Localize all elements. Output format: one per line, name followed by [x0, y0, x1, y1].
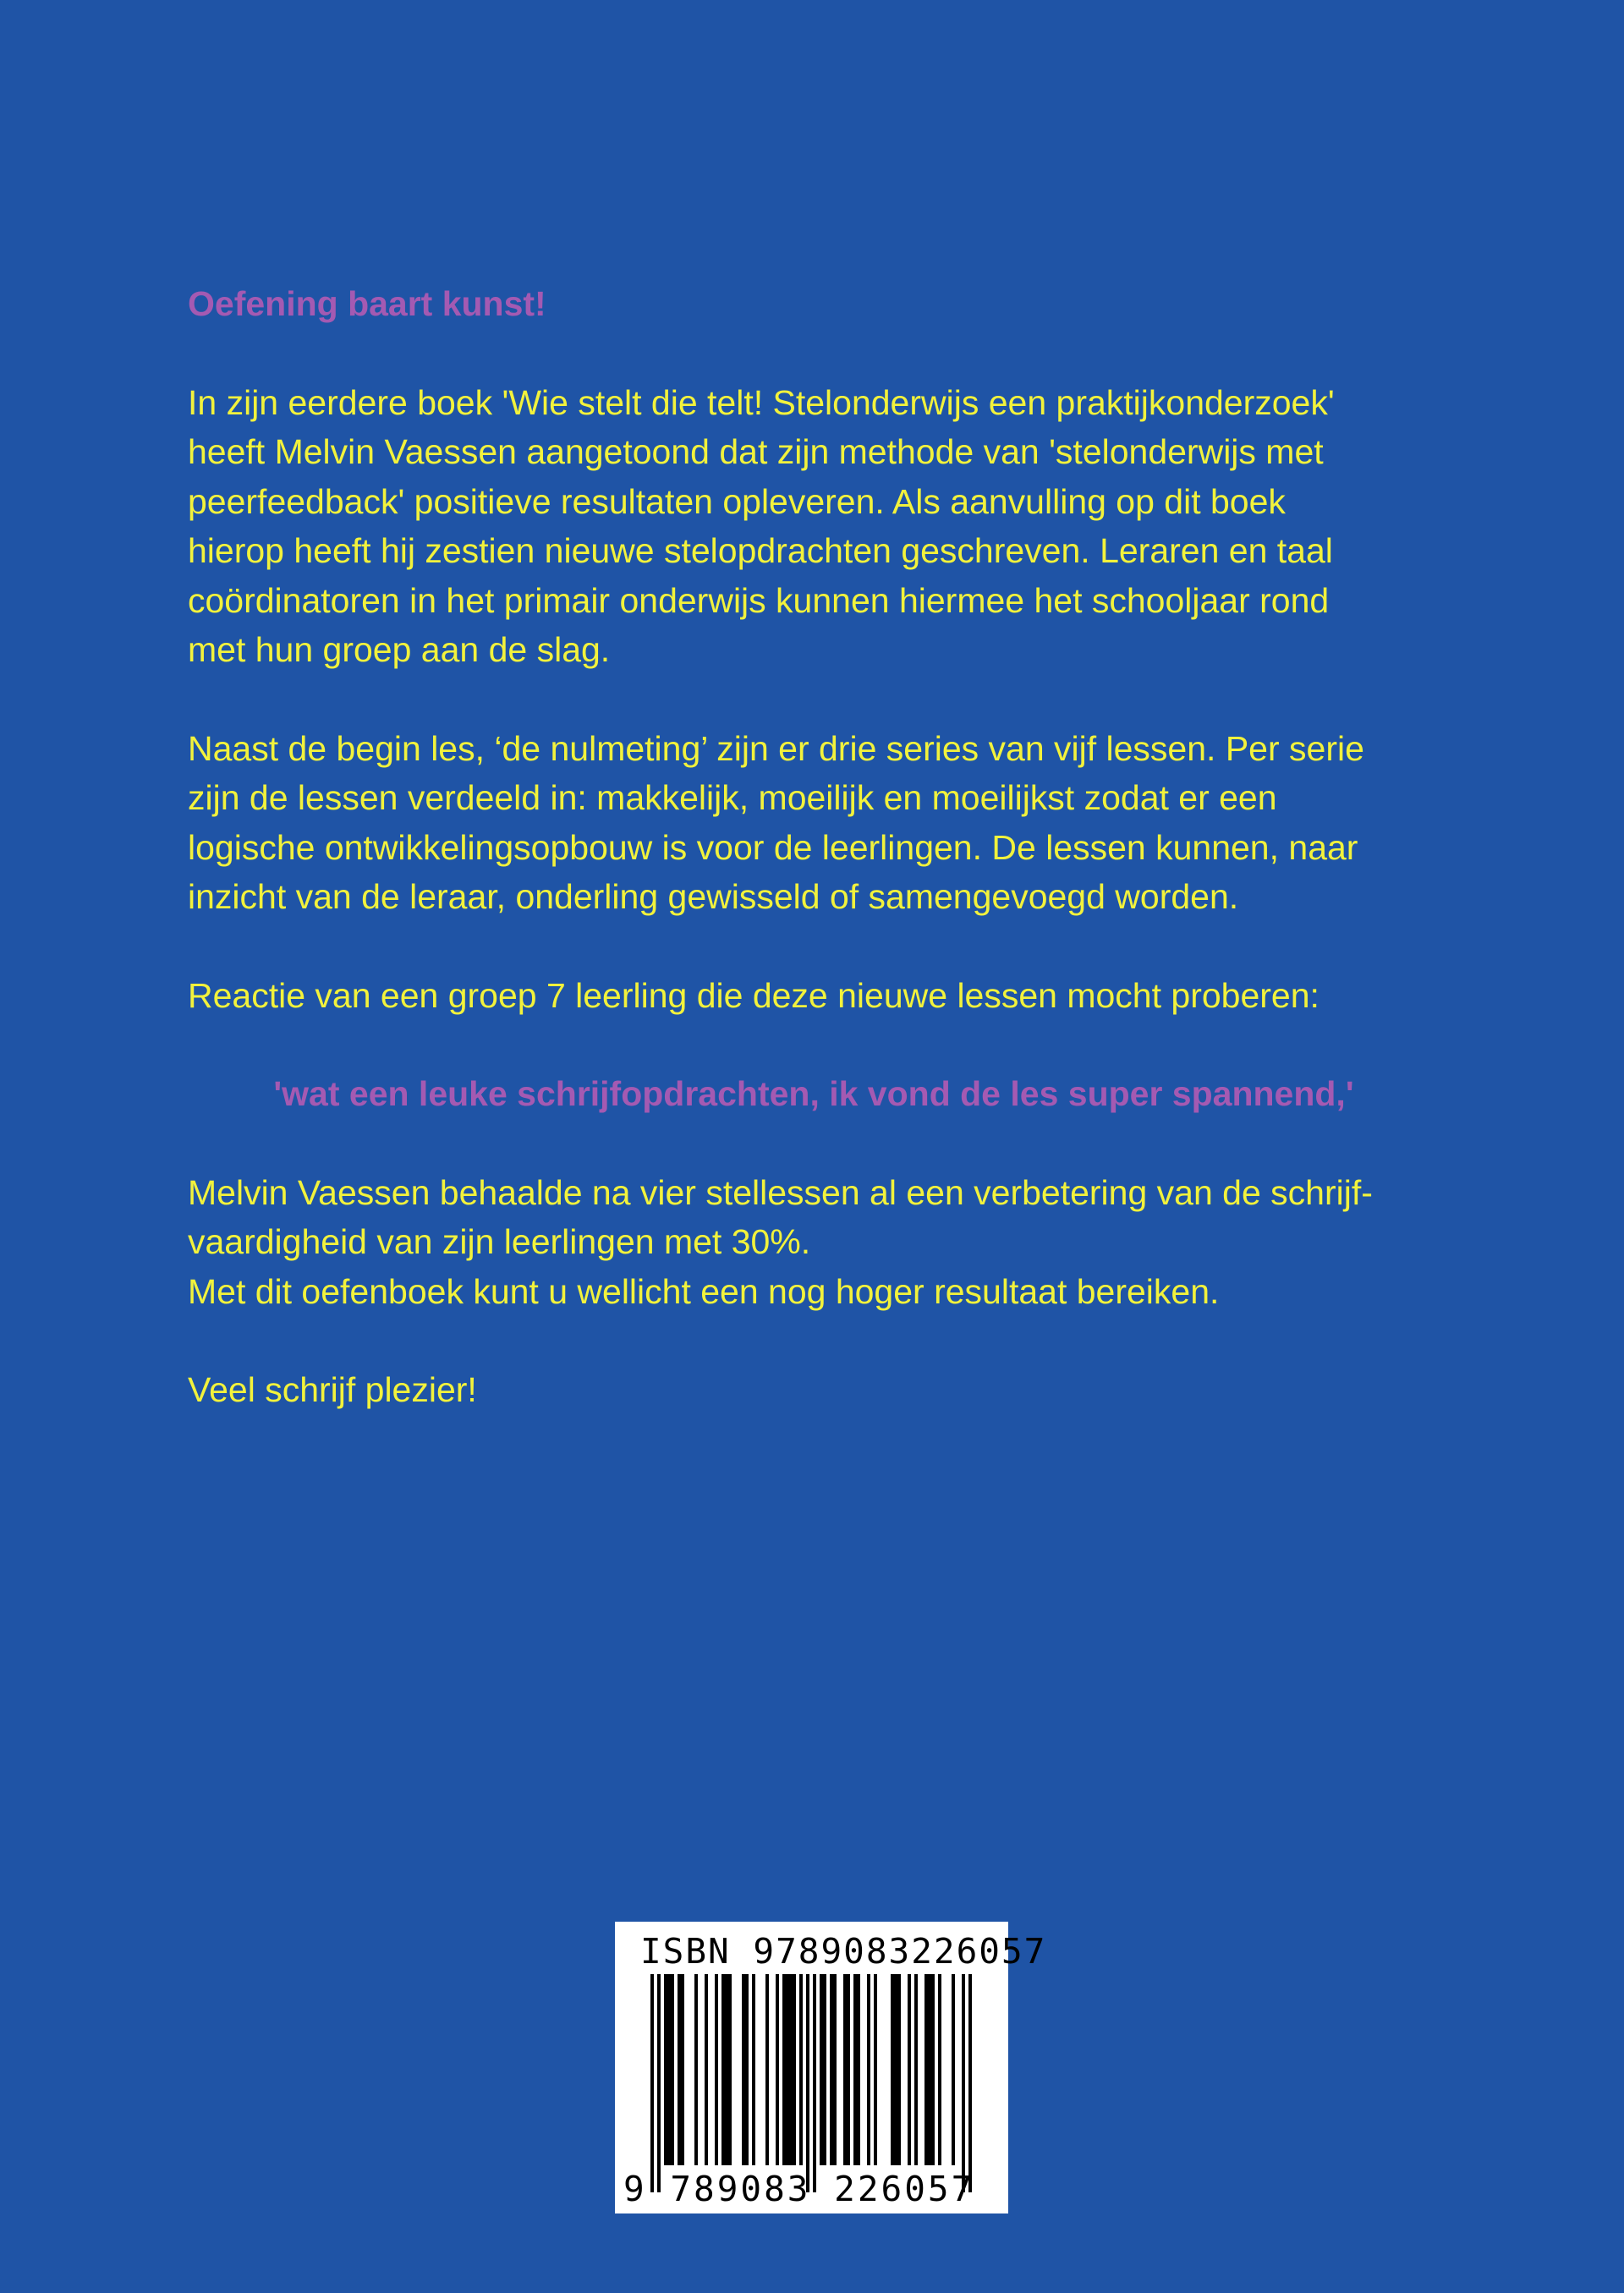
text-line: met hun groep aan de slag. — [188, 630, 611, 669]
barcode-bar — [897, 1974, 901, 2165]
paragraph-intro — [188, 378, 1440, 675]
isbn-label: ISBN 9789083226057 — [640, 1931, 1047, 1972]
barcode-bar — [765, 1974, 769, 2165]
barcode-bar — [799, 1974, 803, 2165]
barcode-bar — [715, 1974, 718, 2165]
barcode-bar — [752, 1974, 755, 2165]
barcode-bar — [857, 1974, 860, 2165]
text-line: logische ontwikkelingsopbouw is voor de leerlingen. De lessen kunnen, naar — [188, 827, 1358, 867]
barcode-bar — [786, 1974, 789, 2165]
barcode-bar — [820, 1974, 823, 2165]
barcode-bar — [891, 1974, 894, 2165]
isbn-digits: 9 789083 226057 — [623, 2169, 975, 2209]
heading: Oefening baart kunst! — [188, 284, 546, 323]
barcode-bar — [745, 1974, 749, 2165]
barcode-bar — [853, 1974, 857, 2165]
barcode-bar — [894, 1974, 897, 2165]
paragraph-results — [188, 1168, 1440, 1317]
barcode-bar — [806, 1974, 809, 2192]
barcode-bar — [968, 1974, 972, 2192]
barcode-bar — [928, 1974, 931, 2165]
barcode-bar — [847, 1974, 850, 2165]
barcode-bar — [793, 1974, 796, 2165]
isbn-barcode — [615, 1922, 1047, 2213]
text-line: In zijn eerdere boek 'Wie stelt die telt! Stelonderwijs een praktijkonderzoek' — [188, 382, 1335, 422]
barcode-bar — [776, 1974, 779, 2165]
barcode-bar — [789, 1974, 793, 2165]
barcode-bar — [721, 1974, 725, 2165]
text-line: inzicht van de leraar, onderling gewisseld of samengevoegd worden. — [188, 877, 1239, 916]
text-line: heeft Melvin Vaessen aangetoond dat zijn methode van 'stelonderwijs met — [188, 432, 1324, 471]
text-line: peerfeedback' positieve resultaten opleveren. Als aanvulling op dit boek — [188, 481, 1286, 521]
text-line: Met dit oefenboek kunt u wellicht een nog hoger resultaat bereiken. — [188, 1271, 1220, 1311]
barcode-bar — [694, 1974, 698, 2165]
paragraph-reaction: Reactie van een groep 7 leerling die deze nieuwe lessen mocht proberen: — [188, 975, 1320, 1015]
barcode-bar — [823, 1974, 826, 2165]
barcode-bar — [952, 1974, 955, 2165]
text-line: coördinatoren in het primair onderwijs kunnen hiermee het schooljaar rond — [188, 580, 1330, 620]
barcode-bar — [914, 1974, 918, 2165]
barcode-bar — [705, 1974, 708, 2165]
barcode-bar — [908, 1974, 911, 2165]
barcode-bar — [813, 1974, 816, 2192]
barcode-bar — [867, 1974, 870, 2165]
barcode-bar — [931, 1974, 935, 2165]
blurb-text — [188, 279, 1440, 1464]
barcode-bar — [843, 1974, 847, 2165]
barcode-bar — [667, 1974, 671, 2165]
barcode-bar — [678, 1974, 681, 2165]
paragraph-lessons — [188, 724, 1440, 922]
barcode-bar — [671, 1974, 674, 2165]
barcode-bar — [725, 1974, 728, 2165]
text-line: zijn de lessen verdeeld in: makkelijk, moeilijk en moeilijkst zodat er een — [188, 778, 1277, 817]
barcode-bar — [657, 1974, 661, 2192]
barcode-bar — [782, 1974, 786, 2165]
barcode-bar — [962, 1974, 965, 2192]
text-line: hierop heeft hij zestien nieuwe stelopdrachten geschreven. Leraren en taal — [188, 531, 1333, 570]
barcode-bar — [938, 1974, 941, 2165]
barcode-bar — [681, 1974, 684, 2165]
text-line: vaardigheid van zijn leerlingen met 30%. — [188, 1222, 811, 1261]
barcode-bar — [728, 1974, 732, 2165]
barcode-bar — [874, 1974, 877, 2165]
barcode-bar — [924, 1974, 928, 2165]
text-line: Melvin Vaessen behaalde na vier stellessen al een verbetering van de schrijf- — [188, 1172, 1373, 1212]
student-quote: 'wat een leuke schrijfopdrachten, ik vond de les super spannend,' — [273, 1074, 1354, 1113]
text-line: Naast de begin les, ‘de nulmeting’ zijn er drie series van vijf lessen. Per serie — [188, 728, 1364, 768]
closing-line: Veel schrijf plezier! — [188, 1370, 477, 1409]
barcode-bar — [742, 1974, 745, 2165]
barcode-bar — [833, 1974, 837, 2165]
barcode-bar — [830, 1974, 833, 2165]
barcode-bar — [650, 1974, 654, 2192]
barcode-bar — [664, 1974, 667, 2165]
